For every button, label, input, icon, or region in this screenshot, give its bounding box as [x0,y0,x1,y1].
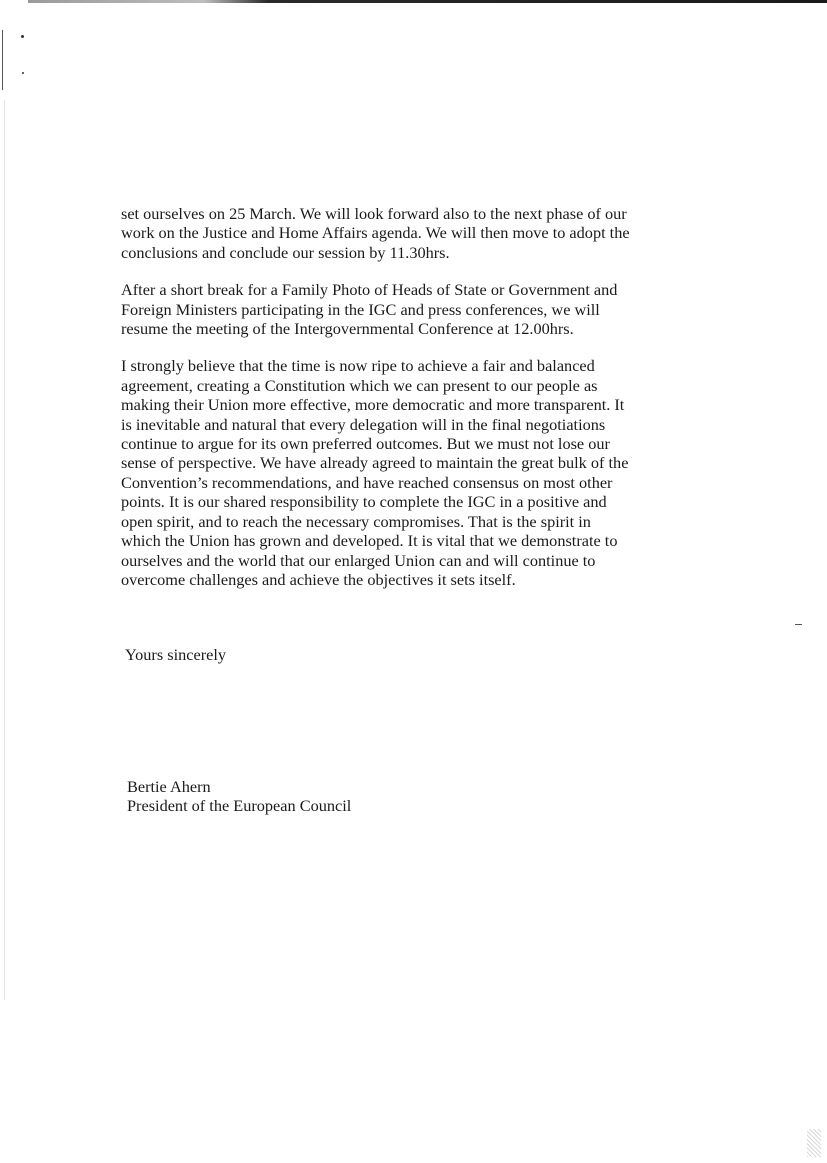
signatory-title: President of the European Council [127,796,352,816]
text-line: open spirit, and to reach the necessary compromises. That is the spirit in [121,511,591,531]
text-line: set ourselves on 25 March. We will look forward also to the next phase of our [121,204,627,223]
text-line: making their Union more effective, more democratic and more transparent. It [121,395,625,415]
scan-left-edge [2,30,3,90]
scan-dot [21,35,24,38]
text-line: Foreign Ministers participating in the IGC and press conferences, we will [121,299,600,319]
scan-top-edge [28,0,827,3]
closing-salutation: Yours sincerely [125,645,227,664]
text-line: overcome challenges and achieve the objectives it sets itself. [121,569,516,589]
text-line: resume the meeting of the Intergovernmental Conference at 12.00hrs. [121,319,574,339]
text-line: continue to argue for its own preferred outcomes. But we must not lose our [121,434,610,454]
text-line: agreement, creating a Constitution which we can present to our people as [121,375,598,395]
text-line: I strongly believe that the time is now ripe to achieve a fair and balanced [121,356,595,376]
text-line: Convention’s recommendations, and have reached consensus on most other [121,472,613,492]
paragraph-3 [121,356,721,589]
scan-dot [22,72,24,74]
text-line: is inevitable and natural that every delegation will in the final negotiations [121,414,606,434]
text-line: points. It is our shared responsibility to complete the IGC in a positive and [121,492,607,512]
scan-left-shadow [4,100,5,1000]
paragraph-1 [121,204,721,262]
text-line: conclusions and conclude our session by 11.30hrs. [121,242,450,262]
paragraph-2 [121,280,721,338]
scan-noise [807,1129,821,1157]
text-line: ourselves and the world that our enlarged Union can and will continue to [121,550,596,570]
text-line: work on the Justice and Home Affairs agenda. We will then move to adopt the [121,223,630,243]
signature-block [127,777,351,816]
signatory-name: Bertie Ahern [127,777,211,796]
letter-body [121,204,721,607]
text-line: After a short break for a Family Photo of Heads of State or Government and [121,280,618,300]
scan-mark [795,624,802,625]
text-line: sense of perspective. We have already agreed to maintain the great bulk of the [121,453,629,473]
text-line: which the Union has grown and developed. It is vital that we demonstrate to [121,531,618,551]
